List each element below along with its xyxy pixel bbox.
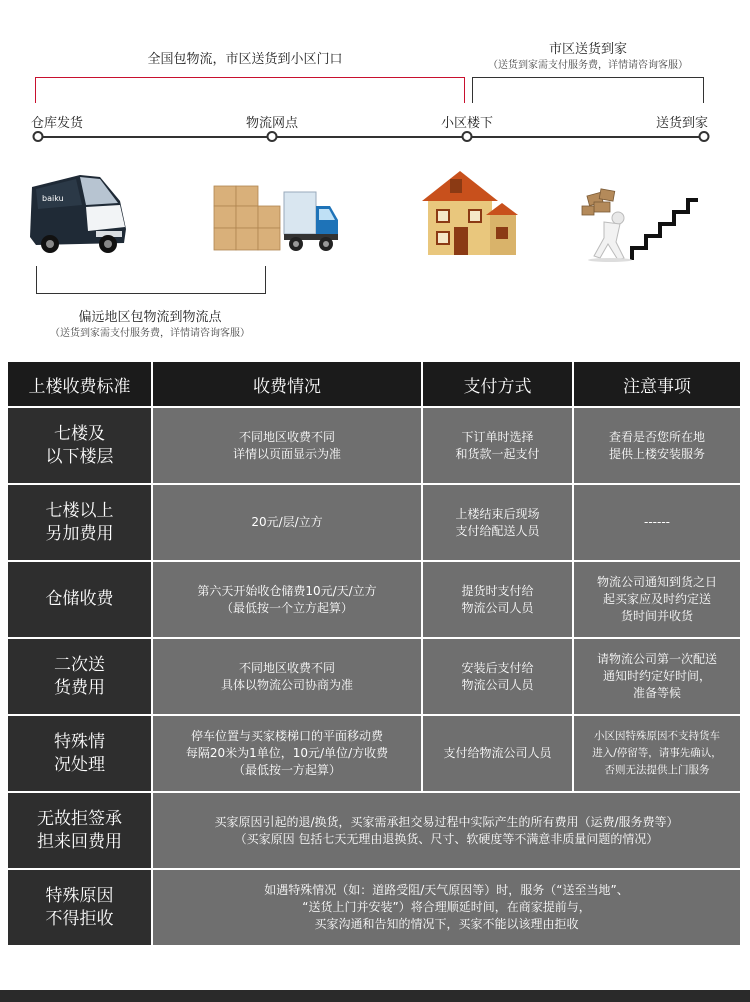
row-description: 如遇特殊情况（如：道路受阻/天气原因等）时，服务（“送至当地”、 “送货上门并安装”）将合理顺延时间，在商家提前与， 买家沟通和告知的情况下，买家不能以该理由拒收 xyxy=(153,870,740,945)
route-dot-warehouse xyxy=(33,131,44,142)
table-row xyxy=(8,716,742,791)
footer-bar xyxy=(0,990,750,1002)
route-dot-logistics-point xyxy=(267,131,278,142)
header-notes: 注意事项 xyxy=(574,362,740,406)
row-title: 仓储收费 xyxy=(8,562,151,637)
row-notes: 物流公司通知到货之日 起买家应及时约定送 货时间并收货 xyxy=(574,562,740,637)
row-notes: 请物流公司第一次配送 通知时约定好时间， 准备等候 xyxy=(574,639,740,714)
row-title: 七楼及 以下楼层 xyxy=(8,408,151,483)
nationwide-logistics-label: 全国包物流，市区送货到小区门口 xyxy=(147,52,343,67)
upstairs-fee-table xyxy=(8,362,742,947)
table-row-wide xyxy=(8,793,742,868)
city-delivery-bracket xyxy=(35,77,465,103)
row-title: 无故拒签承 担来回费用 xyxy=(8,793,151,868)
row-description: 买家原因引起的退/换货，买家需承担交易过程中实际产生的所有费用（运费/服务费等） （买家原因 包括七天无理由退换货、尺寸、软硬度等不满意非质量问题的情况） xyxy=(153,793,740,868)
stop-label-logistics-point: 物流网点 xyxy=(245,116,299,131)
row-payment: 提货时支付给 物流公司人员 xyxy=(423,562,572,637)
row-payment: 安装后支付给 物流公司人员 xyxy=(423,639,572,714)
stop-label-home: 送货到家 xyxy=(655,116,709,131)
row-notes: 小区因特殊原因不支持货车 进入/停留等，请事先确认， 否则无法提供上门服务 xyxy=(574,716,740,791)
table-row xyxy=(8,639,742,714)
remote-area-bracket xyxy=(36,266,266,294)
row-fee: 不同地区收费不同 详情以页面显示为准 xyxy=(153,408,421,483)
delivery-diagram xyxy=(0,0,750,360)
stop-label-downstairs: 小区楼下 xyxy=(440,116,494,131)
route-dot-home xyxy=(699,131,710,142)
home-delivery-label: 市区送货到家 xyxy=(548,42,628,57)
row-payment: 上楼结束后现场 支付给配送人员 xyxy=(423,485,572,560)
home-delivery-note: （送货到家需支付服务费，详情请咨询客服） xyxy=(488,60,688,71)
row-fee: 20元/层/立方 xyxy=(153,485,421,560)
header-fee: 收费情况 xyxy=(153,362,421,406)
house-icon xyxy=(420,165,520,257)
row-title: 特殊情 况处理 xyxy=(8,716,151,791)
row-title: 特殊原因 不得拒收 xyxy=(8,870,151,945)
row-payment: 下订单时选择 和货款一起支付 xyxy=(423,408,572,483)
row-payment: 支付给物流公司人员 xyxy=(423,716,572,791)
row-fee: 停车位置与买家楼梯口的平面移动费 每隔20米为1单位，10元/单位/方收费 （最低按一方起算） xyxy=(153,716,421,791)
delivery-van-icon xyxy=(26,167,130,255)
remote-area-note: （送货到家需支付服务费，详情请咨询客服） xyxy=(50,328,250,339)
stairs-carry-icon xyxy=(574,188,702,262)
row-notes: 查看是否您所在地 提供上楼安装服务 xyxy=(574,408,740,483)
stop-label-warehouse: 仓库发货 xyxy=(30,116,84,131)
row-title: 七楼以上 另加费用 xyxy=(8,485,151,560)
table-row xyxy=(8,485,742,560)
route-dot-downstairs xyxy=(462,131,473,142)
table-row-wide xyxy=(8,870,742,945)
remote-area-label: 偏远地区包物流到物流点 xyxy=(78,310,222,325)
home-delivery-bracket xyxy=(472,77,704,103)
header-standard: 上楼收费标准 xyxy=(8,362,151,406)
table-row xyxy=(8,408,742,483)
row-fee: 第六天开始收仓储费10元/天/立方 （最低按一个立方起算） xyxy=(153,562,421,637)
row-notes: ------ xyxy=(574,485,740,560)
table-row xyxy=(8,562,742,637)
header-payment: 支付方式 xyxy=(423,362,572,406)
van-brand-text: baiku xyxy=(42,194,64,203)
cargo-truck-icon xyxy=(212,180,340,256)
table-header-row xyxy=(8,362,742,406)
row-title: 二次送 货费用 xyxy=(8,639,151,714)
route-line xyxy=(36,136,705,138)
row-fee: 不同地区收费不同 具体以物流公司协商为准 xyxy=(153,639,421,714)
